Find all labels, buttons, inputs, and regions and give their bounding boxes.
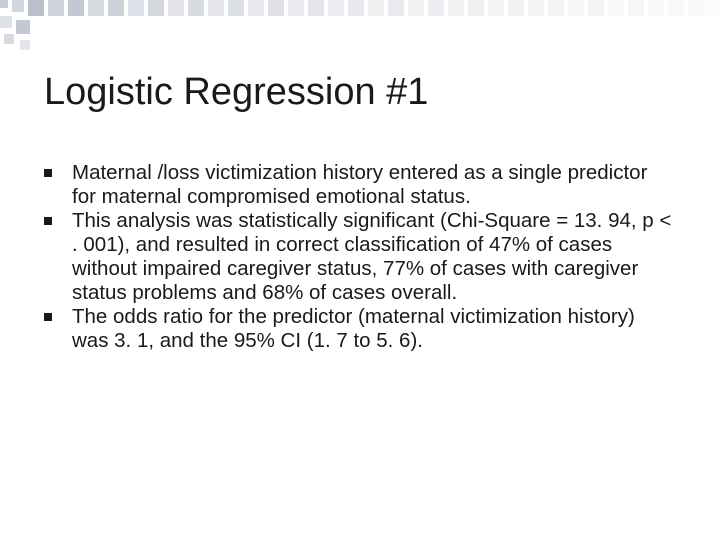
bullet-text: The odds ratio for the predictor (maternal victimization history) was 3. 1, and the 95% CI (1. 7 to 5. 6). — [72, 305, 635, 352]
bullet-item — [44, 209, 674, 305]
square-bullet-icon — [44, 217, 52, 225]
header-squares-decoration — [0, 0, 720, 60]
bullet-item — [44, 305, 674, 353]
bullet-text: This analysis was statistically significant (Chi-Square = 13. 94, p < . 001), and resulted in correct classification of 47% of cases without impaired caregiver status, 77% of cases with caregiver status problems and 68% of cases overall. — [72, 209, 672, 304]
bullet-text: Maternal /loss victimization history entered as a single predictor for maternal compromised emotional status. — [72, 161, 648, 208]
square-bullet-icon — [44, 313, 52, 321]
bullet-item — [44, 161, 674, 209]
bullet-list — [44, 161, 674, 353]
square-bullet-icon — [44, 169, 52, 177]
slide-title: Logistic Regression #1 — [44, 71, 429, 113]
